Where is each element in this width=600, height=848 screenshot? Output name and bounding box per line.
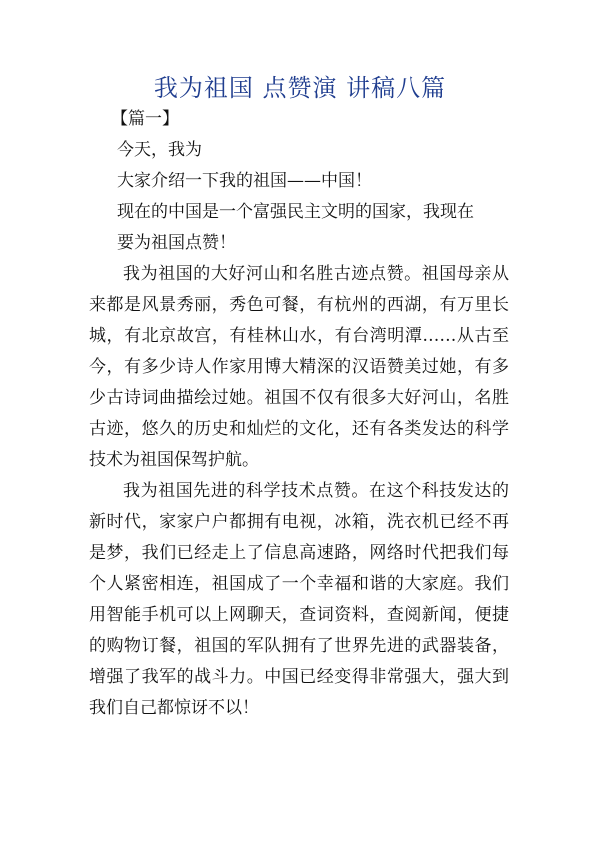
- paragraph-landscape: 我为祖国的大好河山和名胜古迹点赞。祖国母亲从来都是风景秀丽，秀色可餐，有杭州的西湖，有万里长城，有北京故宫，有桂林山水，有台湾明潭……从古至今，有多少诗人作家用博大精深的汉语赞美过她，有多少古诗词曲描绘过她。祖国不仅有很多大好河山，名胜古迹，悠久的历史和灿烂的文化，还有各类发达的科学技术为祖国保驾护航。: [89, 264, 509, 470]
- intro-line-1: 今天，我为: [117, 140, 202, 160]
- intro-line-2: 大家介绍一下我的祖国——中国！: [117, 171, 372, 191]
- document-body: [89, 104, 509, 724]
- document-title: 我为祖国 点赞演 讲稿八篇: [153, 74, 447, 102]
- intro-line-3: 现在的中国是一个富强民主文明的国家，我现在: [117, 202, 474, 222]
- intro-line-4: 要为祖国点赞！: [117, 233, 236, 253]
- paragraph-technology: 我为祖国先进的科学技术点赞。在这个科技发达的新时代，家家户户都拥有电视，冰箱，洗衣机已经不再是梦，我们已经走上了信息高速路，网络时代把我们每个人紧密相连，祖国成了一个幸福和谐的大家庭。我们用智能手机可以上网聊天，查词资料，查阅新闻，便捷的购物订餐，祖国的军队拥有了世界先进的武器装备，增强了我军的战斗力。中国已经变得非常强大，强大到我们自己都惊讶不以！: [89, 481, 509, 718]
- section-label: 【篇一】: [111, 109, 179, 129]
